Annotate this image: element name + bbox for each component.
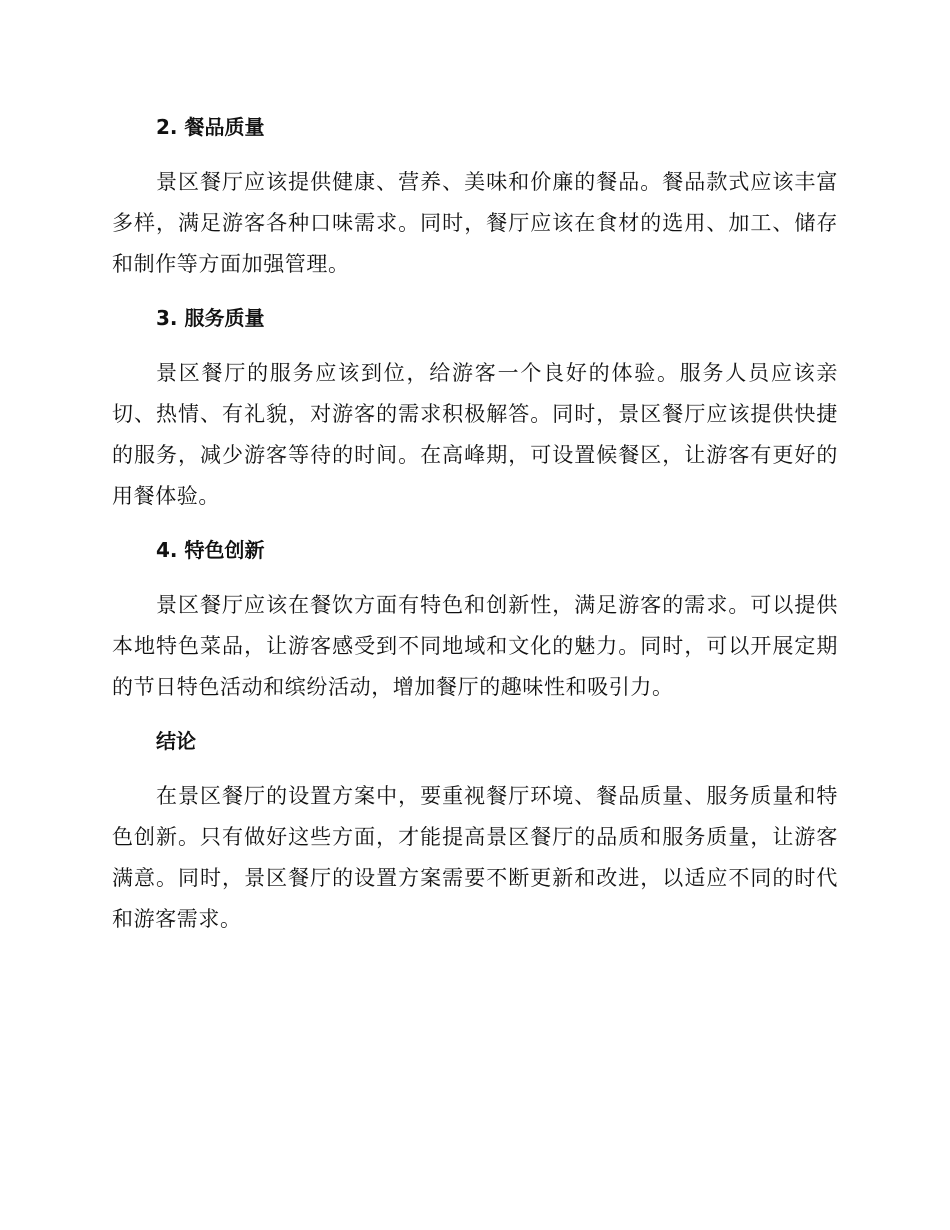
section-paragraph: 景区餐厅应该在餐饮方面有特色和创新性，满足游客的需求。可以提供本地特色菜品，让游客感受到不同地域和文化的魅力。同时，可以开展定期的节日特色活动和缤纷活动，增加餐厅的趣味性和吸引力。 — [112, 593, 838, 699]
section-service-quality — [112, 301, 838, 517]
section-heading: 4. 特色创新 — [156, 538, 265, 562]
section-feature-innovation — [112, 533, 838, 708]
section-heading: 结论 — [156, 729, 196, 753]
section-paragraph: 景区餐厅的服务应该到位，给游客一个良好的体验。服务人员应该亲切、热情、有礼貌，对游客的需求积极解答。同时，景区餐厅应该提供快捷的服务，减少游客等待的时间。在高峰期，可设置候餐区，让游客有更好的用餐体验。 — [112, 361, 838, 508]
section-paragraph: 景区餐厅应该提供健康、营养、美味和价廉的餐品。餐品款式应该丰富多样，满足游客各种口味需求。同时，餐厅应该在食材的选用、加工、储存和制作等方面加强管理。 — [112, 170, 838, 276]
section-food-quality — [112, 110, 838, 285]
section-conclusion — [112, 724, 838, 940]
section-heading: 3. 服务质量 — [156, 306, 265, 330]
section-heading: 2. 餐品质量 — [156, 115, 265, 139]
section-paragraph: 在景区餐厅的设置方案中，要重视餐厅环境、餐品质量、服务质量和特色创新。只有做好这些方面，才能提高景区餐厅的品质和服务质量，让游客满意。同时，景区餐厅的设置方案需要不断更新和改进，以适应不同的时代和游客需求。 — [112, 784, 838, 931]
